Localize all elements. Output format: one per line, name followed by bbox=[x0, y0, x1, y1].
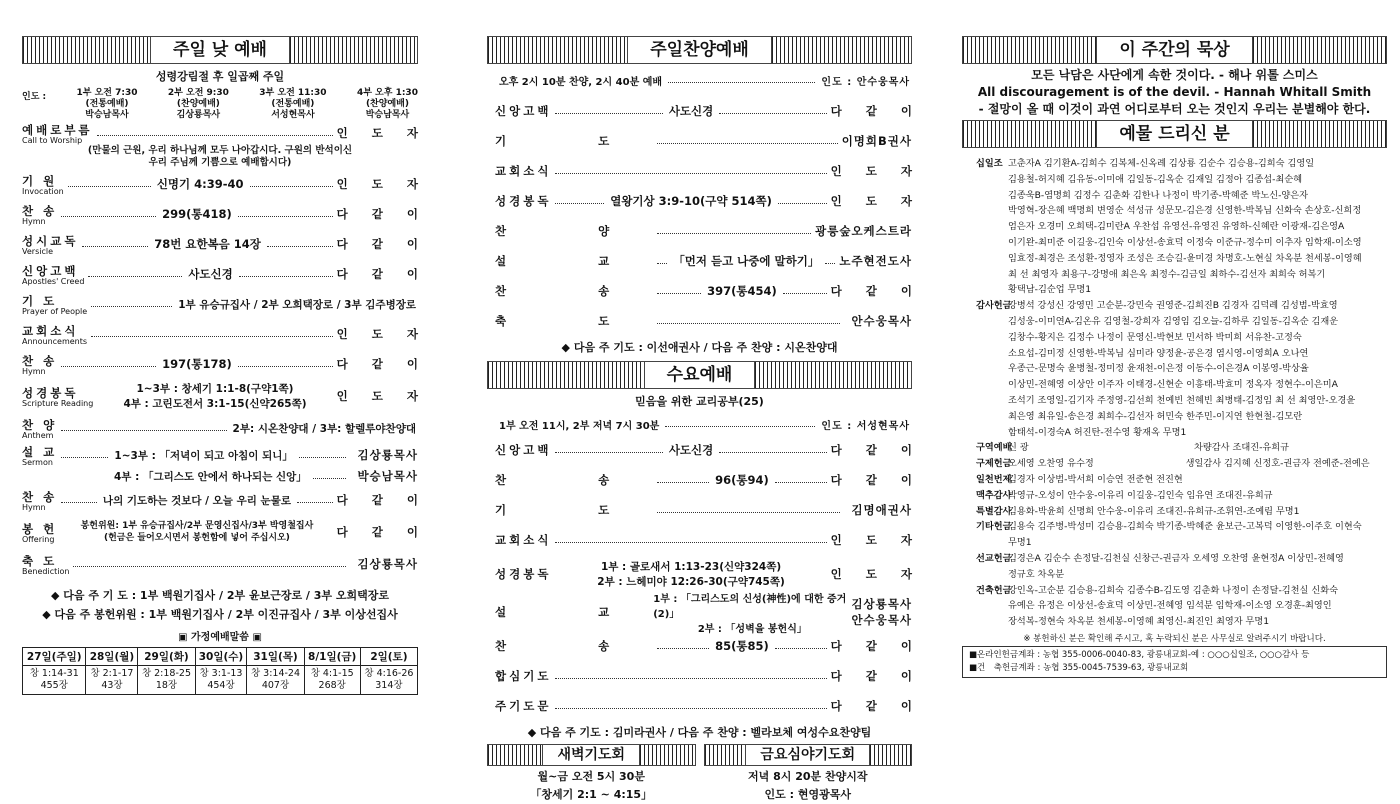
header-stripes bbox=[23, 37, 150, 63]
service-time-2: 2부 오전 9:30 (찬양예배) 김상룡목사 bbox=[167, 88, 229, 120]
praise-service-column bbox=[487, 36, 923, 804]
offering-names: 최 선 최영자 최용구-강명애 최은옥 최정수-김금일 최하수-김선자 최희숙 허복기 bbox=[1008, 268, 1326, 280]
sunday-service-header bbox=[22, 36, 418, 64]
order-call-to-worship bbox=[22, 121, 428, 145]
order-sermon: 설 교 Sermon 1~3부 : 「저녁이 되고 아침이 되니」 김상룡목사 bbox=[22, 444, 419, 467]
meditation-header bbox=[962, 36, 1387, 64]
offering-names: 강인옥-고순분 김승용-김희숙 김종수B-김도영 김춘화 나정이 손정달-김천실 신화숙 bbox=[1008, 584, 1338, 596]
praise-announcements: 교회소식 인 도 자 bbox=[495, 164, 922, 178]
service-times bbox=[22, 88, 418, 121]
wed-reading: 성경봉독 1부 : 골로새서 1:13-23(신약324쪽) 2부 : 느헤미야 12:26-30(구약745쪽) 인 도 자 bbox=[495, 561, 922, 588]
praise-prayer: 기 도 이명희B권사 bbox=[495, 134, 912, 148]
offering-header bbox=[962, 120, 1387, 148]
praise-service-header bbox=[487, 36, 912, 64]
offering-names: 엄은자 오경미 오희택-김미란A 우찬섭 유영선-유영진 유영하-신혜란 이광재-김은영A bbox=[1008, 221, 1345, 233]
offering-names: 우종근-문명숙 윤병철-정미정 윤재천-이은정 이동수-이은경A 이봉영-박상율 bbox=[1008, 363, 1309, 375]
meditation-text bbox=[962, 67, 1387, 118]
offering-names: 김경은A 김순수 손정달-김천실 신창근-권금자 오세영 오찬영 윤현정A 이상민-전혜영 bbox=[1008, 552, 1344, 564]
next-prayer: ◆ 다음 주 기 도 : 1부 백원기집사 / 2부 윤보근장로 / 3부 오희택장로 bbox=[50, 589, 390, 602]
offering-row bbox=[976, 298, 1387, 440]
service-time-3: 3부 오전 11:30 (전통예배) 서성현목사 bbox=[259, 88, 327, 120]
sunday-subtitle: 성령강림절 후 일곱째 주일 bbox=[155, 70, 285, 83]
order-versicle: 성시교독 Versicle 78번 요한복음 14장 다 같 이 bbox=[22, 233, 429, 256]
offering-names: 김용숙 김주병-박성미 김승용-김희숙 박기종-박혜준 윤보근-고복덕 이영한-이주호 이현숙 bbox=[1008, 521, 1362, 533]
order-creed: 신앙고백 Apostles' Creed 사도신경 다 같 이 bbox=[22, 263, 428, 286]
meditation-title: 이 주간의 묵상 bbox=[1096, 37, 1252, 63]
order-invocation: 기 원 Invocation 신명기 4:39-40 인 도 자 bbox=[22, 173, 428, 196]
meditation-offering-column bbox=[962, 36, 1387, 678]
wednesday-subtitle: 믿음을 위한 교리공부(25) bbox=[635, 395, 764, 408]
offering-list bbox=[962, 156, 1387, 630]
offering-names: 무명1 bbox=[1008, 537, 1032, 549]
meditation-reflection: - 절망이 올 때 이것이 과연 어디로부터 오는 것인지 우리는 분별해야 한다. bbox=[978, 102, 1371, 116]
offering-category: 일천번제 bbox=[976, 473, 1012, 485]
offering-row bbox=[976, 519, 1387, 551]
wed-hymn-2: 찬 송 85(통85) 다 같 이 bbox=[495, 639, 922, 653]
order-benediction: 축 도 Benediction 김상룡목사 bbox=[22, 553, 418, 576]
offering-category: 구제헌금 bbox=[976, 458, 1012, 470]
online-account: ■온라인헌금계좌 : 농협 355-0006-0040-83, 광릉내교회-예 : ○○○십일조, ○○○감사 등 bbox=[969, 649, 1310, 660]
offering-names: 김성웅-이미연A-김온유 김영철-강희자 김영임 김오늘-김하루 김일동-김옥순 김재운 bbox=[1008, 315, 1339, 327]
offering-names: 김용화-박윤희 신명희 안수웅-이유리 조대진-유희규-조휘연-조예림 무명1 bbox=[1008, 505, 1300, 517]
offering-names: 박영혁-장은혜 백명희 변영순 석성규 성문모-김은경 신영한-박복님 신화숙 손상호-신희정 bbox=[1008, 205, 1362, 217]
service-time-1: 1부 오전 7:30 (전통예배) 박승남목사 bbox=[76, 88, 138, 120]
order-anthem: 찬 양 Anthem 2부: 시온찬양대 / 3부: 할렐루야찬양대 bbox=[22, 417, 416, 440]
offering-names: 유예은 유정은 이상선-송효덕 이상민-전혜영 임석분 임학재-이소영 오경훈-최영인 bbox=[1008, 600, 1332, 612]
wed-group-prayer: 합심기도 다 같 이 bbox=[495, 669, 922, 683]
offering-names: 장석복-정현숙 차옥분 천세봉-이영혜 최영신-최진인 최영자 무명1 bbox=[1008, 616, 1270, 628]
header-stripes bbox=[290, 37, 417, 63]
offering-names: 소요섭-김미정 신영한-박복님 심미라 양정윤-공은경 염시영-이영희A 오나연 bbox=[1008, 347, 1309, 359]
prayer-meetings bbox=[487, 744, 912, 804]
offering-category: 기타헌금 bbox=[976, 521, 1012, 533]
offering-row bbox=[976, 551, 1387, 583]
offering-names: 함태석-이경숙A 허진탄-전수영 황재옥 무명1 bbox=[1008, 426, 1187, 438]
wed-sermon: 설 교 1부 : 「그리스도의 신성(神性)에 대한 증거 (2)」 2부 : 「성벽을 봉헌식」 김상룡목사 안수웅목사 bbox=[495, 593, 912, 635]
offering-names: 오세영 오찬영 유수정 생일감사 김지혜 신정호-권금자 전예준-전예은 bbox=[1008, 458, 1370, 470]
family-worship-title: ▣ 가정예배말씀 ▣ bbox=[178, 632, 262, 643]
wednesday-time-row: 1부 오전 11시, 2부 저녁 7시 30분 인도 : 서성현목사 bbox=[499, 420, 910, 432]
offering-names: 고춘자A 김기환A-김희수 김복체-신옥례 김상룡 김순수 김승용-김희숙 김영일 bbox=[1008, 158, 1315, 169]
order-announcements: 교회소식 Announcements 인 도 자 bbox=[22, 323, 428, 346]
order-scripture: 성경봉독 Scripture Reading 1~3부 : 창세기 1:1-8(구약1쪽) 4부 : 고린도전서 3:1-15(신약265쪽) 인 도 자 bbox=[22, 383, 428, 410]
wed-prayer: 기 도 김명애권사 bbox=[495, 503, 912, 517]
wednesday-title: 수요예배 bbox=[644, 362, 756, 388]
offering-title: 예물 드리신 분 bbox=[1096, 121, 1252, 147]
praise-hymn: 찬 송 397(통454) 다 같 이 bbox=[495, 284, 922, 298]
offering-names: 강병석 강성신 강영민 고순분-강민숙 권영준-김희진B 김경자 김덕례 김성범-박효영 bbox=[1008, 300, 1338, 312]
friday-prayer bbox=[704, 744, 913, 804]
praise-service-title: 주일찬양예배 bbox=[627, 37, 772, 63]
offering-category: 건축헌금 bbox=[976, 584, 1012, 596]
dawn-title: 새벽기도회 bbox=[542, 745, 640, 765]
offering-category: 구역예배 bbox=[976, 442, 1012, 454]
offering-names: 김경자 이상범-박서희 이승연 전준현 전진현 bbox=[1008, 473, 1183, 485]
offering-category: 특별감사 bbox=[976, 505, 1012, 517]
wed-creed: 신앙고백 사도신경 다 같 이 bbox=[495, 443, 922, 457]
order-offering: 봉 헌 Offering 봉헌위원: 1부 유승규집사/2부 문영신집사/3부 박영철집사 (헌금은 들어오시면서 봉헌함에 넣어 주십시오) 다 같 이 bbox=[22, 521, 428, 544]
offering-names: 최은영 최유일-송은경 최희수-김선자 허민숙 한주민-이지연 한현철-김모란 bbox=[1008, 410, 1303, 422]
wed-hymn-1: 찬 송 96(통94) 다 같 이 bbox=[495, 473, 922, 487]
service-time-4: 4부 오후 1:30 (찬양예배) 박승남목사 bbox=[356, 88, 418, 120]
offering-names: 김용철-허지혜 김유동-이미애 김일동-김옥순 김재일 김정아 김종섭-최순혜 bbox=[1008, 173, 1303, 185]
offering-names: 조석기 조영일-김기자 주정영-김선희 천예빈 천혜빈 최병태-김정임 최 선 최영안-오경윤 bbox=[1008, 394, 1356, 406]
offering-names: 김종욱B-염명희 김정수 김춘화 김한나 나정이 박기종-박혜준 박노신-양은자 bbox=[1008, 189, 1309, 201]
order-hymn-3: 찬 송 Hymn 나의 기도하는 것보다 / 오늘 우리 눈물로 다 같 이 bbox=[22, 489, 429, 512]
offering-names: 임효정-최경은 조성환-정영자 조성은 조승길-윤미경 차명호-노현실 차옥분 천세봉-이영혜 bbox=[1008, 252, 1362, 264]
offering-category: 십일조 bbox=[976, 158, 1003, 169]
offering-names: 신 광 차량감사 조대진-유희규 bbox=[1008, 442, 1290, 454]
offering-row bbox=[976, 472, 1387, 488]
praise-reading: 성경봉독 열왕기상 3:9-10(구약 514쪽) 인 도 자 bbox=[495, 194, 923, 208]
order-label: 예배로부름 Call to Worship bbox=[22, 122, 93, 145]
sunday-service-column bbox=[22, 36, 429, 695]
friday-title: 금요심야기도회 bbox=[745, 745, 870, 765]
wed-next: ◆ 다음 주 기도 : 김미라권사 / 다음 주 찬양 : 벨라보체 여성수요찬양팀 bbox=[527, 726, 872, 739]
order-hymn-1: 찬 송 Hymn 299(통418) 다 같 이 bbox=[22, 203, 428, 226]
meditation-korean: 모든 낙담은 사단에게 속한 것이다. - 해나 위톨 스미스 bbox=[1031, 68, 1318, 82]
next-offering: ◆ 다음 주 봉헌위원 : 1부 백원기집사 / 2부 이진규집사 / 3부 이상선집사 bbox=[42, 608, 398, 621]
order-hymn-2: 찬 송 Hymn 197(통178) 다 같 이 bbox=[22, 353, 428, 376]
dawn-prayer bbox=[487, 744, 696, 804]
order-sermon-4: 4부 : 「그리스도 안에서 하나되는 신앙」 박승남목사 bbox=[114, 469, 418, 483]
praise-creed: 신앙고백 사도신경 다 같 이 bbox=[495, 104, 922, 118]
offering-row bbox=[976, 504, 1387, 520]
wednesday-header bbox=[487, 361, 912, 389]
praise-benediction: 축 도 안수웅목사 bbox=[495, 314, 912, 328]
offering-names: 박영규-오성이 안수웅-이유리 이길웅-김인숙 임유연 조대진-유희규 bbox=[1008, 489, 1273, 501]
offering-category: 감사헌금 bbox=[976, 300, 1012, 312]
table-row: 창 1:14-31 455장 창 2:1-17 43장 창 2:18-25 18장 창 3:1-13 454장 창 3:14-24 407장 창 4:1-15 268장 창 4:16-26 314장 bbox=[23, 666, 418, 695]
praise-next: ◆ 다음 주 기도 : 이선애권사 / 다음 주 찬양 : 시온찬양대 bbox=[561, 341, 838, 354]
praise-time-row: 오후 2시 10분 찬양, 2시 40분 예배 인도 : 안수웅목사 bbox=[499, 76, 910, 88]
offering-category: 맥추감사 bbox=[976, 489, 1012, 501]
friday-leader: 인도 : 현영광목사 bbox=[764, 788, 851, 801]
praise-anthem: 찬 양 광릉숲오케스트라 bbox=[495, 224, 912, 238]
account-box bbox=[962, 646, 1387, 678]
offering-names: 이상민-전혜영 이상안 이주자 이태경-신현순 이흥태-박효미 정옥자 정현수-이은미A bbox=[1008, 379, 1338, 391]
sunday-service-title: 주일 낮 예배 bbox=[150, 37, 290, 63]
table-row: 27일(주일) 28일(월) 29일(화) 30일(수) 31일(목) 8/1일(금) 2일(토) bbox=[23, 648, 418, 666]
offering-names: 황택남-김순업 무명1 bbox=[1008, 284, 1092, 296]
call-note: (만물의 근원, 우리 하나님께 모두 나아갑시다. 구원의 반석이신 우리 주님께 기쁨으로 예배합시다) bbox=[87, 145, 353, 168]
wed-lords-prayer: 주기도문 다 같 이 bbox=[495, 699, 922, 713]
confirm-note: ※ 봉헌하신 분은 확인해 주시고, 혹 누락되신 분은 사무실로 알려주시기 바랍니다. bbox=[1023, 633, 1326, 644]
meditation-english: All discouragement is of the devil. - Hannah Whitall Smith bbox=[977, 85, 1372, 99]
offering-names: 정규호 차옥분 bbox=[1008, 568, 1065, 580]
offering-row bbox=[976, 583, 1387, 630]
offering-row bbox=[976, 440, 1387, 456]
offering-row bbox=[976, 156, 1387, 298]
offering-category: 선교헌금 bbox=[976, 552, 1012, 564]
offering-row bbox=[976, 456, 1387, 472]
offering-names: 김창수-황지은 김정수 나정이 문영신-박현보 민서하 박미희 서유찬-고정숙 bbox=[1008, 331, 1302, 343]
dawn-text: 「창세기 2:1 ~ 4:15」 bbox=[530, 788, 653, 801]
friday-time: 저녁 8시 20분 찬양시작 bbox=[748, 770, 868, 783]
dawn-time: 월~금 오전 5시 30분 bbox=[537, 770, 645, 783]
order-prayer: 기 도 Prayer of People 1부 유승규집사 / 2부 오희택장로 / 3부 김주병장로 bbox=[22, 293, 416, 316]
offering-names: 이기완-최미준 이길웅-김인숙 이상선-송효덕 이정숙 이준규-정수미 이추자 임학재-이소영 bbox=[1008, 236, 1362, 248]
praise-sermon: 설 교 「먼저 듣고 나중에 말하기」 노주현전도사 bbox=[495, 254, 912, 268]
offering-row bbox=[976, 488, 1387, 504]
building-account: ■건 축헌금계좌 : 농협 355-0045-7539-63, 광릉내교회 bbox=[969, 662, 1189, 673]
wed-announcements: 교회소식 인 도 자 bbox=[495, 533, 922, 547]
leader-label: 인도 : bbox=[22, 92, 47, 102]
family-worship-table bbox=[22, 647, 418, 695]
order-right: 인 도 자 bbox=[336, 126, 428, 140]
